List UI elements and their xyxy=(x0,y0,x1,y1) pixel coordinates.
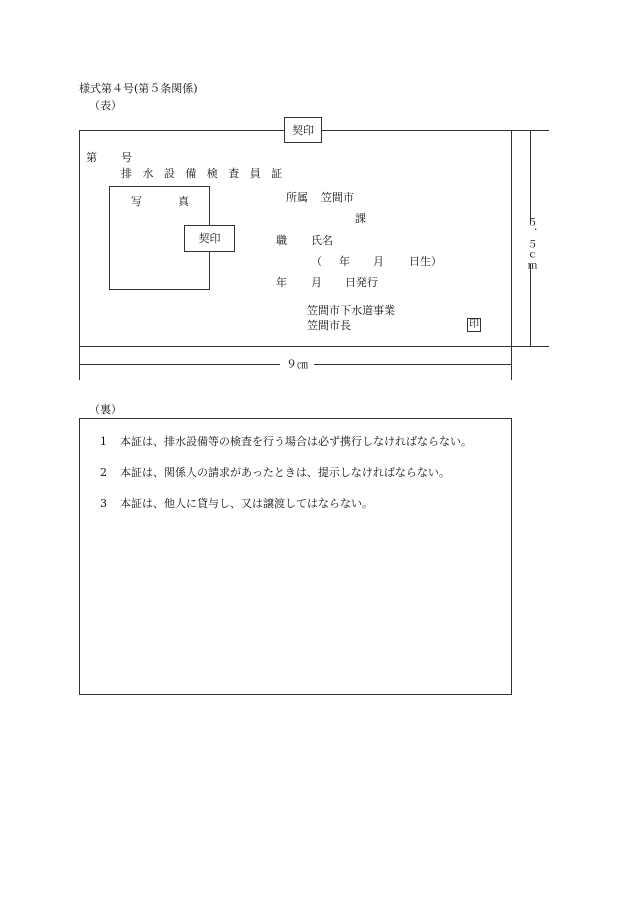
back-item-number: 3 xyxy=(100,497,107,510)
back-item-text: 本証は、関係人の請求があったときは、提示しなければならない。 xyxy=(120,466,450,479)
issue-year: 年 xyxy=(276,276,287,289)
back-item-number: 2 xyxy=(100,466,107,479)
form-title: 様式第４号(第５条関係) xyxy=(79,82,198,95)
back-item-number: 1 xyxy=(100,435,107,448)
issuer-business: 笠間市下水道事業 xyxy=(307,304,395,317)
number-suffix: 号 xyxy=(121,151,132,164)
back-item xyxy=(100,436,472,467)
seal-top-label: 契印 xyxy=(292,123,314,137)
width-dimension-label: ９㎝ xyxy=(280,357,314,371)
birth-open: （ xyxy=(311,255,322,268)
issue-day: 日発行 xyxy=(345,276,378,289)
number-prefix: 第 xyxy=(86,151,97,164)
issue-month: 月 xyxy=(311,276,322,289)
back-label: （裏） xyxy=(89,403,122,416)
birth-year: 年 xyxy=(339,255,350,268)
issuer-mayor: 笠間市長 xyxy=(307,319,351,332)
front-label: （表） xyxy=(89,99,122,112)
card-bottom-border xyxy=(79,346,549,347)
card-left-border xyxy=(79,130,80,380)
photo-label-2: 真 xyxy=(178,195,189,208)
back-item xyxy=(100,467,472,498)
back-item-text: 本証は、他人に貸与し、又は譲渡してはならない。 xyxy=(120,497,373,510)
post-label: 職 xyxy=(276,234,287,247)
affiliation-city: 笠間市 xyxy=(321,191,354,204)
name-label: 氏名 xyxy=(311,234,333,247)
height-dimension-label: ５．５ｃｍ xyxy=(520,224,540,264)
photo-label-1: 写 xyxy=(131,195,142,208)
seal-top-box xyxy=(284,117,322,143)
back-items-list xyxy=(100,436,472,529)
back-item-text: 本証は、排水設備等の検査を行う場合は必ず携行しなければならない。 xyxy=(120,435,472,448)
affiliation-label: 所属 xyxy=(286,191,308,204)
seal-photo-label: 契印 xyxy=(198,232,221,245)
seal-photo-box xyxy=(184,225,235,252)
card-title: 排水設備検査員証 xyxy=(121,167,293,180)
birth-day: 日生） xyxy=(409,255,442,268)
birth-month: 月 xyxy=(373,255,384,268)
card-right-border xyxy=(511,130,512,380)
issuer-seal-label: 印 xyxy=(469,319,479,330)
back-item xyxy=(100,498,472,529)
section-label: 課 xyxy=(355,212,366,225)
issuer-seal-box xyxy=(467,318,481,332)
